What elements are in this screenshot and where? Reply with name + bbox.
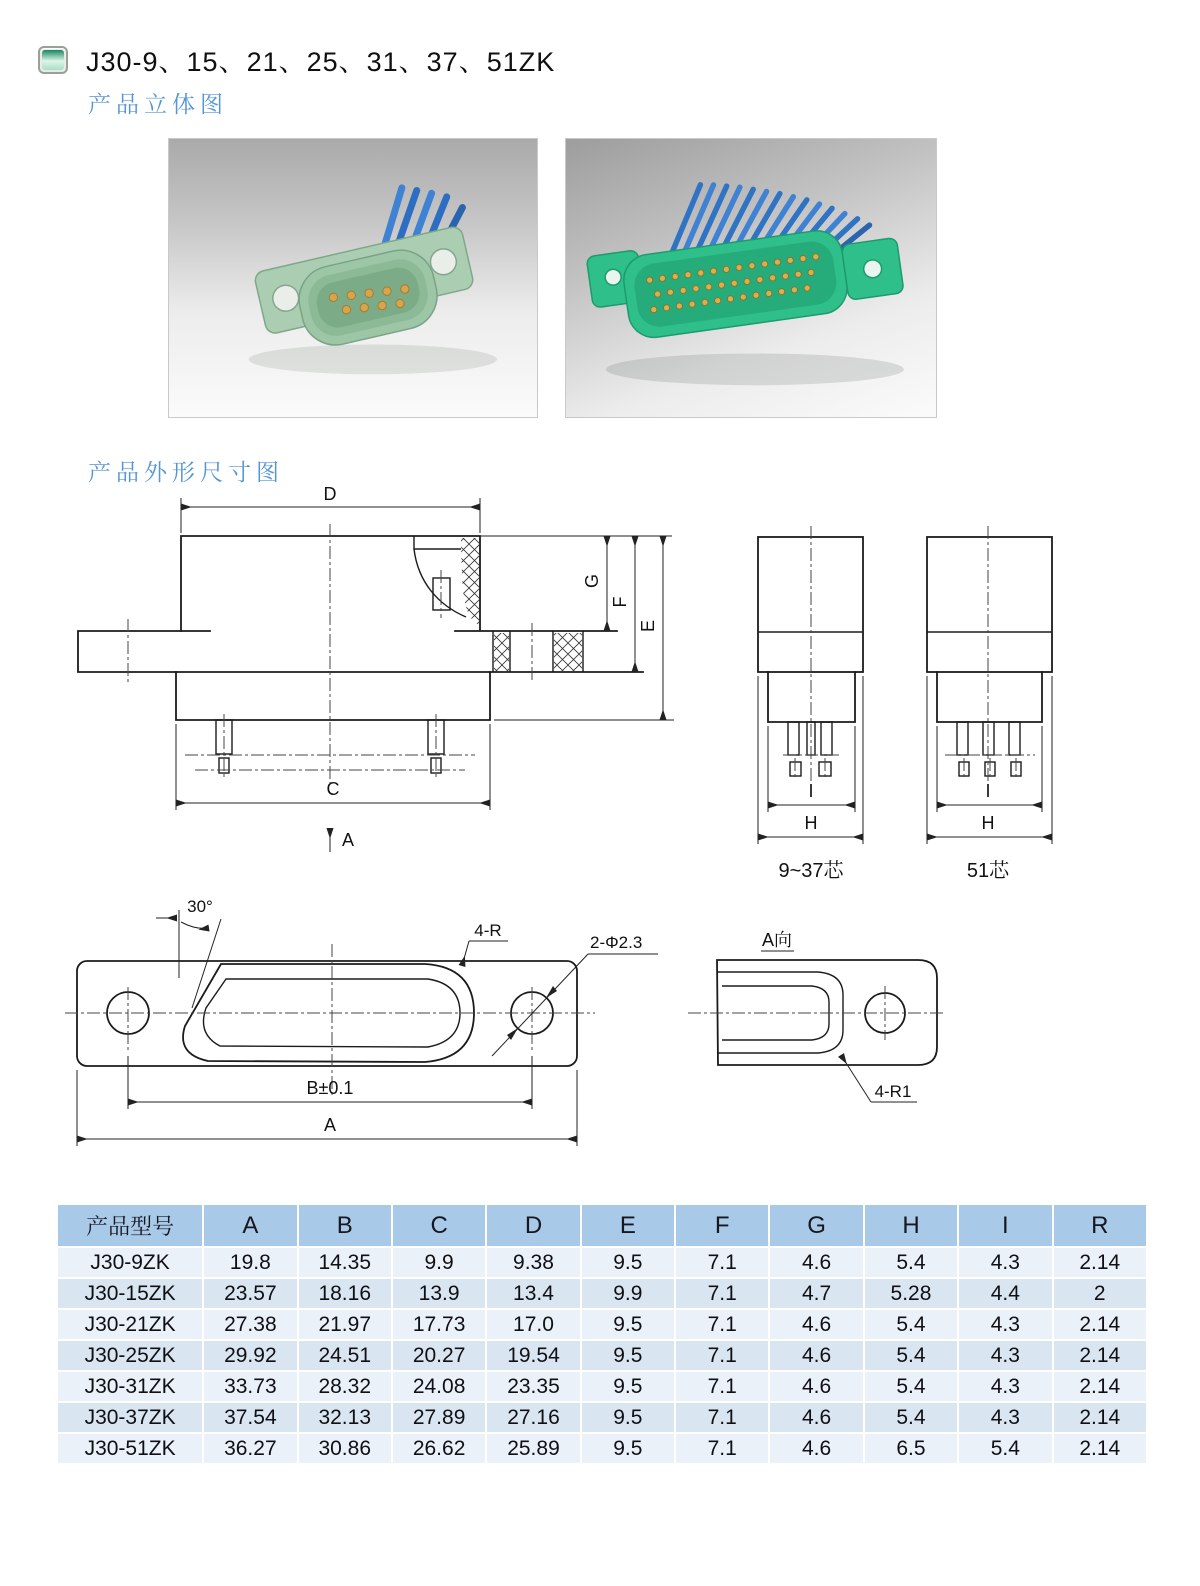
header-cell-E: E — [582, 1205, 674, 1246]
bullet-icon-face — [42, 50, 64, 70]
value-cell: 5.4 — [865, 1341, 957, 1370]
header-cell-A: A — [204, 1205, 296, 1246]
header-cell-I: I — [959, 1205, 1051, 1246]
value-cell: 27.89 — [393, 1403, 485, 1432]
model-cell: J30-51ZK — [58, 1434, 202, 1463]
value-cell: 25.89 — [487, 1434, 579, 1463]
value-cell: 9.5 — [582, 1248, 674, 1277]
label-2-phi-2-3: 2-Φ2.3 — [590, 933, 643, 952]
dimension-table-body — [58, 1248, 1146, 1463]
model-cell: J30-21ZK — [58, 1310, 202, 1339]
value-cell: 18.16 — [299, 1279, 391, 1308]
value-cell: 4.3 — [959, 1403, 1051, 1432]
value-cell: 13.4 — [487, 1279, 579, 1308]
value-cell: 24.08 — [393, 1372, 485, 1401]
section-heading-dimension: 产品外形尺寸图 — [88, 459, 284, 485]
value-cell: 2.14 — [1054, 1310, 1146, 1339]
value-cell: 29.92 — [204, 1341, 296, 1370]
caption-a-view: A向 — [761, 930, 793, 950]
value-cell: 2.14 — [1054, 1372, 1146, 1401]
dimension-drawing — [40, 478, 1160, 1188]
main-section-view — [78, 484, 674, 852]
value-cell: 5.4 — [865, 1248, 957, 1277]
value-cell: 6.5 — [865, 1434, 957, 1463]
value-cell: 7.1 — [676, 1403, 768, 1432]
table-row — [58, 1279, 1146, 1308]
dim-label-f: F — [610, 596, 630, 608]
value-cell: 5.4 — [959, 1434, 1051, 1463]
value-cell: 2.14 — [1054, 1248, 1146, 1277]
header-cell-B: B — [299, 1205, 391, 1246]
value-cell: 26.62 — [393, 1434, 485, 1463]
value-cell: 4.4 — [959, 1279, 1051, 1308]
value-cell: 5.4 — [865, 1372, 957, 1401]
value-cell: 36.27 — [204, 1434, 296, 1463]
value-cell: 4.3 — [959, 1372, 1051, 1401]
model-cell: J30-15ZK — [58, 1279, 202, 1308]
section-heading-3d-view: 产品立体图 — [88, 91, 228, 117]
dim-label-i-small: I — [808, 781, 814, 801]
value-cell: 2 — [1054, 1279, 1146, 1308]
photo-small-connector-art — [169, 139, 537, 417]
value-cell: 37.54 — [204, 1403, 296, 1432]
dim-label-h-small: H — [804, 813, 818, 833]
product-photo-small-connector — [168, 138, 538, 418]
side-view-51 — [927, 526, 1052, 882]
value-cell: 4.6 — [770, 1310, 862, 1339]
model-cell: J30-37ZK — [58, 1403, 202, 1432]
dim-label-a: A — [323, 1115, 337, 1135]
header-cell-F: F — [676, 1205, 768, 1246]
value-cell: 17.73 — [393, 1310, 485, 1339]
angle-label-30: 30° — [187, 897, 213, 916]
value-cell: 4.3 — [959, 1310, 1051, 1339]
value-cell: 9.5 — [582, 1434, 674, 1463]
value-cell: 4.6 — [770, 1372, 862, 1401]
header-cell-H: H — [865, 1205, 957, 1246]
value-cell: 5.28 — [865, 1279, 957, 1308]
value-cell: 30.86 — [299, 1434, 391, 1463]
a-direction-view — [688, 930, 945, 1102]
value-cell: 14.35 — [299, 1248, 391, 1277]
front-face-view — [65, 897, 658, 1146]
value-cell: 5.4 — [865, 1310, 957, 1339]
table-row — [58, 1372, 1146, 1401]
value-cell: 21.97 — [299, 1310, 391, 1339]
table-header-row — [58, 1205, 1146, 1246]
header-cell-model: 产品型号 — [58, 1205, 202, 1246]
label-4-r1: 4-R1 — [874, 1082, 912, 1101]
value-cell: 7.1 — [676, 1372, 768, 1401]
phi-arrowhead-top — [546, 986, 557, 998]
view-arrow-label-a: A — [342, 830, 355, 850]
value-cell: 4.6 — [770, 1403, 862, 1432]
header-cell-G: G — [770, 1205, 862, 1246]
table-row — [58, 1403, 1146, 1432]
page-title: J30-9、15、21、25、31、37、51ZK — [86, 47, 556, 77]
value-cell: 7.1 — [676, 1279, 768, 1308]
value-cell: 9.9 — [582, 1279, 674, 1308]
photo-large-connector-art — [566, 139, 936, 417]
caption-9-37-core: 9~37芯 — [778, 860, 844, 882]
dim-label-b: B±0.1 — [306, 1078, 354, 1098]
value-cell: 4.6 — [770, 1434, 862, 1463]
model-cell: J30-31ZK — [58, 1372, 202, 1401]
dim-label-e: E — [638, 619, 658, 633]
value-cell: 4.6 — [770, 1248, 862, 1277]
value-cell: 7.1 — [676, 1434, 768, 1463]
value-cell: 24.51 — [299, 1341, 391, 1370]
value-cell: 27.38 — [204, 1310, 296, 1339]
value-cell: 2.14 — [1054, 1341, 1146, 1370]
value-cell: 4.6 — [770, 1341, 862, 1370]
table-row — [58, 1248, 1146, 1277]
value-cell: 2.14 — [1054, 1434, 1146, 1463]
value-cell: 32.13 — [299, 1403, 391, 1432]
value-cell: 19.54 — [487, 1341, 579, 1370]
value-cell: 9.5 — [582, 1403, 674, 1432]
dim-label-d: D — [323, 484, 337, 504]
dimension-table-grid — [56, 1203, 1148, 1465]
value-cell: 28.32 — [299, 1372, 391, 1401]
value-cell: 9.38 — [487, 1248, 579, 1277]
value-cell: 7.1 — [676, 1248, 768, 1277]
value-cell: 23.35 — [487, 1372, 579, 1401]
bullet-icon — [38, 46, 68, 74]
value-cell: 27.16 — [487, 1403, 579, 1432]
side-view-9-37 — [758, 526, 863, 882]
value-cell: 33.73 — [204, 1372, 296, 1401]
value-cell: 4.7 — [770, 1279, 862, 1308]
value-cell: 19.8 — [204, 1248, 296, 1277]
value-cell: 23.57 — [204, 1279, 296, 1308]
value-cell: 4.3 — [959, 1341, 1051, 1370]
value-cell: 17.0 — [487, 1310, 579, 1339]
value-cell: 7.1 — [676, 1310, 768, 1339]
dim-label-h-large: H — [981, 813, 995, 833]
model-cell: J30-25ZK — [58, 1341, 202, 1370]
table-row — [58, 1341, 1146, 1370]
table-row — [58, 1310, 1146, 1339]
dim-label-c: C — [326, 779, 340, 799]
header-cell-R: R — [1054, 1205, 1146, 1246]
header-cell-D: D — [487, 1205, 579, 1246]
value-cell: 20.27 — [393, 1341, 485, 1370]
label-4-r: 4-R — [474, 921, 502, 940]
value-cell: 13.9 — [393, 1279, 485, 1308]
product-photo-large-connector — [565, 138, 937, 418]
caption-51-core: 51芯 — [966, 860, 1010, 882]
header-cell-C: C — [393, 1205, 485, 1246]
value-cell: 9.5 — [582, 1310, 674, 1339]
value-cell: 2.14 — [1054, 1403, 1146, 1432]
dim-label-g: G — [582, 573, 602, 589]
model-cell: J30-9ZK — [58, 1248, 202, 1277]
value-cell: 7.1 — [676, 1341, 768, 1370]
value-cell: 5.4 — [865, 1403, 957, 1432]
value-cell: 9.5 — [582, 1372, 674, 1401]
value-cell: 4.3 — [959, 1248, 1051, 1277]
value-cell: 9.5 — [582, 1341, 674, 1370]
value-cell: 9.9 — [393, 1248, 485, 1277]
dimension-table — [56, 1203, 1148, 1465]
table-row — [58, 1434, 1146, 1463]
dim-label-i-large: I — [985, 781, 991, 801]
